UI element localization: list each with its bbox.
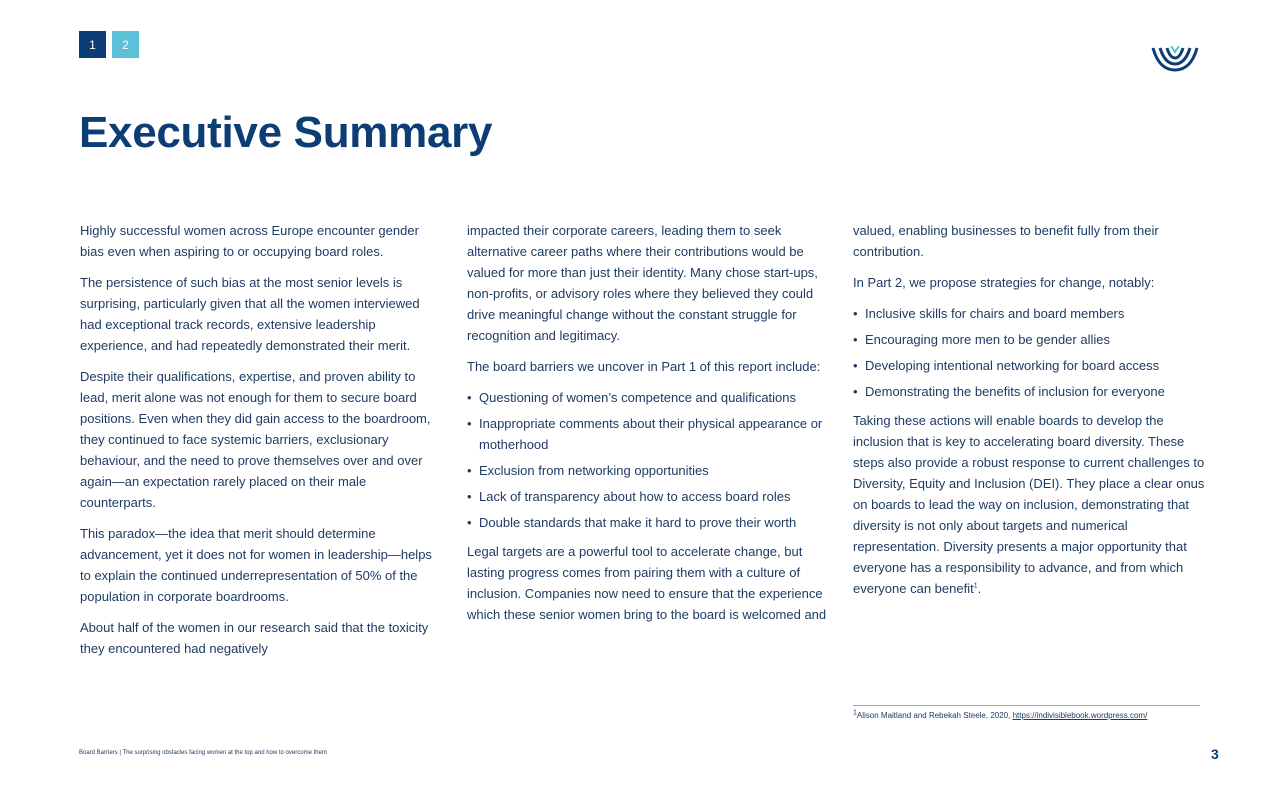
page-title: Executive Summary xyxy=(79,108,493,157)
paragraph: impacted their corporate careers, leading them to seek alternative career paths where their contributions would be valued for more than just their identity. Many chose start-ups, non-profits, or advisory roles where they believed they could drive meaningful change without the constant struggle for recognition and legitimacy. xyxy=(467,223,818,343)
page-number: 3 xyxy=(1211,746,1219,762)
paragraph: In Part 2, we propose strategies for change, notably: xyxy=(853,275,1155,290)
footer-text: Board Barriers | The surprising obstacles facing women at the top and how to overcome them xyxy=(79,750,327,756)
footnote-link[interactable]: https://indivisiblebook.wordpress.com/ xyxy=(1012,711,1148,720)
footnote-marker: 1 xyxy=(853,709,857,717)
list-item: • Encouraging more men to be gender allies xyxy=(853,329,1213,350)
list-item: • Questioning of women’s competence and qualifications xyxy=(467,387,827,408)
paragraph: This paradox—the idea that merit should determine advancement, yet it does not for women in leadership—helps to explain the continued underrepresentation of 50% of the population in corporate boardrooms. xyxy=(80,526,432,604)
list-item: • Double standards that make it hard to prove their worth xyxy=(467,512,827,533)
paragraph-text: Taking these actions will enable boards to develop the inclusion that is key to accelerating board diversity. These steps also provide a robust response to current challenges to Diversity, Equity and Inclusion (DEI). They place a clear onus on boards to lead the way on inclusion, demonstrating that diversity is not only about targets and numerical representation. Diversity presents a major opportunity that everyone has a responsibility to advance, and from which everyone can benefit xyxy=(853,413,1205,596)
paragraph: Highly successful women across Europe encounter gender bias even when aspiring to or occupying board roles. xyxy=(80,223,419,259)
paragraph: Legal targets are a powerful tool to accelerate change, but lasting progress comes from pairing them with a culture of inclusion. Companies now need to ensure that the experience which these senior women bring to the board is welcomed and xyxy=(467,544,827,622)
section-tab-1[interactable]: 1 xyxy=(79,31,106,58)
list-item: • Inclusive skills for chairs and board members xyxy=(853,303,1213,324)
column-1 xyxy=(80,220,440,669)
paragraph: The persistence of such bias at the most senior levels is surprising, particularly given that all the women interviewed had exceptional track records, extensive leadership experience, and had repeatedly demonstrated their merit. xyxy=(80,275,420,353)
footnote-divider xyxy=(853,705,1200,706)
barriers-list xyxy=(467,387,827,533)
footnote-text: Alison Maitland and Rebekah Steele, 2020, xyxy=(856,711,1013,720)
paragraph: Despite their qualifications, expertise, and proven ability to lead, merit alone was not enough for them to secure board positions. Even when they did gain access to the boardroom, they continued to face systemic barriers, exclusionary behaviour, and the need to prove themselves over and over again—an expectation rarely placed on their male counterparts. xyxy=(80,369,431,510)
list-item: • Lack of transparency about how to access board roles xyxy=(467,486,827,507)
paragraph: About half of the women in our research said that the toxicity they encountered had negatively xyxy=(80,620,429,656)
list-item: • Exclusion from networking opportunities xyxy=(467,460,827,481)
list-item: • Inappropriate comments about their physical appearance or motherhood xyxy=(467,413,827,455)
section-tab-2[interactable]: 2 xyxy=(112,31,139,58)
paragraph: valued, enabling businesses to benefit fully from their contribution. xyxy=(853,223,1159,259)
footnote xyxy=(853,711,1147,720)
paragraph: The board barriers we uncover in Part 1 of this report include: xyxy=(467,359,821,374)
column-2 xyxy=(467,220,827,635)
footnote-ref: 1 xyxy=(973,582,978,590)
paragraph-end: . xyxy=(977,581,982,596)
strategies-list xyxy=(853,303,1213,402)
paragraph xyxy=(853,410,1213,599)
column-3 xyxy=(853,220,1213,609)
shield-logo-icon xyxy=(1151,46,1199,72)
list-item: • Developing intentional networking for board access xyxy=(853,355,1213,376)
list-item: • Demonstrating the benefits of inclusion for everyone xyxy=(853,381,1213,402)
